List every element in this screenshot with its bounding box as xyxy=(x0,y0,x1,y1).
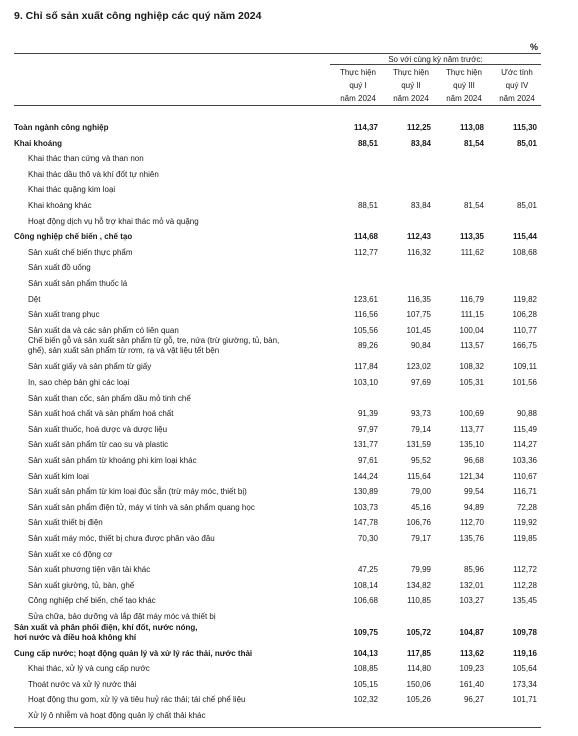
value-q4: 112,72 xyxy=(513,565,537,575)
value-q1: 88,51 xyxy=(357,201,378,210)
row-label: Sản xuất sản phẩm điện tử, máy vi tính và sản phẩm quang học xyxy=(28,502,255,512)
value-q2: 116,35 xyxy=(407,294,431,304)
row-label: Sản xuất hoá chất và sản phẩm hoá chất xyxy=(28,409,174,419)
value-q2: 131,59 xyxy=(406,440,431,450)
value-q2: 101,45 xyxy=(406,325,431,335)
value-q1: 112,77 xyxy=(354,247,378,257)
header-top-rule xyxy=(14,53,541,54)
value-q4: 109,78 xyxy=(512,627,537,637)
row-label: Sản xuất thiết bị điện xyxy=(28,518,103,528)
value-q1: 102,32 xyxy=(353,695,378,705)
value-q1: 123,61 xyxy=(353,294,378,304)
value-q2: 134,82 xyxy=(406,580,431,590)
value-q3: 161,40 xyxy=(459,679,484,689)
value-q2: 90,84 xyxy=(410,341,431,351)
value-q1: 97,97 xyxy=(357,424,378,434)
value-q1: 130,89 xyxy=(353,487,378,497)
row-label: Sản xuất da và các sản phẩm có liên quan xyxy=(28,325,179,335)
value-q1: 47,25 xyxy=(357,565,378,575)
row-label: Khai khoáng xyxy=(14,138,63,148)
value-q3: 132,01 xyxy=(459,580,484,590)
row-label: In, sao chép bản ghi các loại xyxy=(28,378,130,387)
value-q3: 103,27 xyxy=(459,596,484,606)
value-q1: 106,68 xyxy=(353,596,378,606)
value-q1: 70,30 xyxy=(357,534,378,543)
value-q2: 115,64 xyxy=(407,471,431,481)
value-q4: 105,64 xyxy=(512,664,537,674)
row-label: Toàn ngành công nghiệp xyxy=(14,123,109,132)
row-label: Sản xuất sản phẩm từ kim loại đúc sẵn (trừ máy móc, thiết bị) xyxy=(28,487,247,497)
value-q3: 96,27 xyxy=(463,695,484,705)
value-q4: 85,01 xyxy=(516,138,537,148)
value-q2: 95,52 xyxy=(410,456,431,465)
value-q3: 135,76 xyxy=(459,534,484,543)
value-q2: 106,76 xyxy=(406,518,431,528)
value-q3: 81,54 xyxy=(463,201,484,210)
row-label: Sản xuất máy móc, thiết bị chưa được phân vào đâu xyxy=(28,534,215,543)
value-q2: 112,25 xyxy=(406,123,431,132)
value-q3: 111,62 xyxy=(460,247,484,257)
value-q3: 113,62 xyxy=(459,648,484,658)
value-q1: 147,78 xyxy=(353,518,378,528)
value-q3: 116,79 xyxy=(460,294,484,304)
value-q3: 113,35 xyxy=(459,232,484,242)
value-q3: 99,54 xyxy=(463,487,484,497)
row-label: Sản xuất kim loại xyxy=(28,471,89,481)
value-q4: 109,11 xyxy=(513,362,537,372)
value-q4: 173,34 xyxy=(512,679,537,689)
row-label: Sản xuất đồ uống xyxy=(28,263,91,273)
value-q2: 105,72 xyxy=(406,627,431,637)
value-q2: 83,84 xyxy=(410,201,431,210)
value-q4: 114,27 xyxy=(513,440,537,450)
value-q1: 144,24 xyxy=(353,471,378,481)
value-q1: 103,10 xyxy=(353,378,378,387)
value-q2: 93,73 xyxy=(410,409,431,419)
value-q1: 117,84 xyxy=(354,362,378,372)
value-q1: 108,14 xyxy=(353,580,378,590)
value-q1: 88,51 xyxy=(357,138,378,148)
value-q2: 105,26 xyxy=(406,695,431,705)
value-q1: 105,15 xyxy=(353,679,378,689)
row-label: Sản xuất chế biến thực phẩm xyxy=(28,247,133,257)
value-q4: 110,67 xyxy=(513,471,537,481)
value-q1: 109,75 xyxy=(353,627,378,637)
value-q3: 112,70 xyxy=(460,518,484,528)
value-q2: 110,85 xyxy=(407,596,431,606)
row-label: Sản xuất thuốc, hoá dược và dược liệu xyxy=(28,424,168,434)
row-label: Sản xuất giường, tủ, bàn, ghế xyxy=(28,580,135,590)
value-q1: 108,85 xyxy=(353,664,378,674)
comparison-subheader: So với cùng kỳ năm trước: xyxy=(388,55,483,64)
value-q2: 150,06 xyxy=(406,679,431,689)
value-q4: 166,75 xyxy=(512,341,537,351)
document-title: 9. Chỉ số sản xuất công nghiệp các quý năm 2024 xyxy=(14,10,262,22)
value-q4: 115,49 xyxy=(513,424,537,434)
row-label: Sản xuất phương tiện vận tải khác xyxy=(28,565,151,575)
value-q3: 100,04 xyxy=(459,325,484,335)
header-bottom-rule xyxy=(14,105,541,106)
value-q3: 113,57 xyxy=(460,341,484,351)
row-label: Dệt xyxy=(28,294,41,304)
value-q4: 101,71 xyxy=(512,695,537,705)
value-q3: 135,10 xyxy=(459,440,484,450)
column-header-q4: Ước tính quý IV năm 2024 xyxy=(499,68,535,103)
value-q4: 85,01 xyxy=(516,201,537,210)
value-q4: 108,68 xyxy=(512,247,537,257)
value-q2: 83,84 xyxy=(410,138,431,148)
row-label: Hoạt động thu gom, xử lý và tiêu huỷ rác thải; tái chế phế liệu xyxy=(28,695,246,705)
value-q2: 116,32 xyxy=(407,247,431,257)
value-q2: 107,75 xyxy=(406,310,431,320)
value-q3: 85,96 xyxy=(463,565,484,575)
row-label: Công nghiệp chế biến , chế tạo xyxy=(14,232,133,242)
value-q1: 104,13 xyxy=(353,648,378,658)
value-q3: 108,32 xyxy=(459,362,484,372)
value-q3: 81,54 xyxy=(463,138,484,148)
column-header-q2: Thực hiện quý II năm 2024 xyxy=(392,68,430,103)
value-q4: 90,88 xyxy=(516,409,537,419)
value-q1: 89,26 xyxy=(357,341,378,351)
value-q2: 123,02 xyxy=(406,362,431,372)
row-label: Sản xuất trang phục xyxy=(28,310,100,320)
value-q3: 113,08 xyxy=(459,123,484,132)
value-q4: 116,71 xyxy=(513,487,537,497)
value-q3: 121,34 xyxy=(459,471,484,481)
value-q3: 113,77 xyxy=(460,424,484,434)
value-q4: 72,28 xyxy=(516,502,537,512)
value-q4: 119,85 xyxy=(513,534,537,543)
value-q1: 114,37 xyxy=(353,123,378,132)
value-q3: 104,87 xyxy=(459,627,484,637)
row-label: Khai thác quặng kim loại xyxy=(28,185,116,195)
value-q2: 79,17 xyxy=(410,534,431,543)
value-q3: 109,23 xyxy=(459,664,484,674)
row-label: Công nghiệp chế biến, chế tạo khác xyxy=(28,596,156,606)
value-q4: 106,28 xyxy=(512,310,537,320)
row-label: Sửa chữa, bảo dưỡng và lắp đặt máy móc và thiết bị xyxy=(28,612,216,621)
value-q1: 116,56 xyxy=(354,310,378,320)
value-q2: 117,85 xyxy=(406,648,431,658)
value-q1: 131,77 xyxy=(353,440,378,450)
value-q4: 135,45 xyxy=(512,596,537,606)
value-q2: 79,00 xyxy=(410,487,431,497)
value-q4: 110,77 xyxy=(513,325,537,335)
row-label: Khai thác dầu thô và khí đốt tự nhiên xyxy=(28,169,159,179)
value-q3: 100,69 xyxy=(459,409,484,419)
value-q4: 103,36 xyxy=(512,456,537,465)
value-q2: 45,16 xyxy=(410,502,431,512)
row-label: Cung cấp nước; hoạt động quản lý và xử lý rác thải, nước thải xyxy=(14,648,253,658)
row-label: Sản xuất than cốc, sản phẩm dầu mỏ tinh chế xyxy=(28,393,191,403)
value-q1: 114,68 xyxy=(353,232,378,242)
table-bottom-rule xyxy=(14,727,541,728)
row-label: Xử lý ô nhiễm và hoạt động quản lý chất thải khác xyxy=(28,711,206,720)
value-q4: 119,92 xyxy=(513,518,537,528)
column-header-q1: Thực hiện quý I năm 2024 xyxy=(339,68,377,103)
row-label: Khai khoáng khác xyxy=(28,201,92,210)
value-q4: 115,30 xyxy=(512,123,537,132)
row-label: Thoát nước và xử lý nước thải xyxy=(28,679,137,689)
value-q4: 112,28 xyxy=(513,580,537,590)
subheader-rule xyxy=(330,64,541,65)
unit-label: % xyxy=(529,42,538,52)
value-q3: 96,68 xyxy=(463,456,484,465)
value-q1: 97,61 xyxy=(357,456,378,465)
row-label: Chế biến gỗ và sản xuất sản phẩm từ gỗ, tre, nứa (trừ giường, tủ, bàn, ghế), sản xuất sản phẩm từ rơm, rạ và vật liệu tết bện xyxy=(28,336,280,356)
value-q4: 101,56 xyxy=(512,378,537,387)
value-q1: 103,73 xyxy=(353,502,378,512)
value-q2: 79,99 xyxy=(410,565,431,575)
row-label: Sản xuất sản phẩm từ khoáng phi kim loại khác xyxy=(28,456,197,465)
row-label: Sản xuất sản phẩm từ cao su và plastic xyxy=(28,440,169,450)
row-label: Sản xuất giấy và sản phẩm từ giấy xyxy=(28,362,152,372)
value-q4: 115,44 xyxy=(512,232,537,242)
value-q3: 94,89 xyxy=(463,502,484,512)
column-header-q3: Thực hiện quý III năm 2024 xyxy=(445,68,483,103)
row-label: Khai thác, xử lý và cung cấp nước xyxy=(28,664,150,674)
value-q3: 111,15 xyxy=(460,310,484,320)
value-q2: 112,43 xyxy=(406,232,431,242)
row-label: Hoạt động dịch vụ hỗ trợ khai thác mỏ và quặng xyxy=(28,216,199,226)
value-q2: 97,69 xyxy=(410,378,431,387)
row-label: Sản xuất xe có động cơ xyxy=(28,549,113,559)
value-q3: 105,31 xyxy=(459,378,484,387)
value-q4: 119,82 xyxy=(513,294,537,304)
value-q1: 91,39 xyxy=(357,409,378,419)
value-q2: 79,14 xyxy=(410,424,431,434)
value-q2: 114,80 xyxy=(407,664,431,674)
row-label: Sản xuất và phân phối điện, khí đốt, nước nóng, hơi nước và điều hoà không khí xyxy=(14,622,198,642)
value-q1: 105,56 xyxy=(353,325,378,335)
row-label: Khai thác than cứng và than non xyxy=(28,154,144,164)
row-label: Sản xuất sản phẩm thuốc lá xyxy=(28,279,128,288)
value-q4: 119,16 xyxy=(512,648,537,658)
